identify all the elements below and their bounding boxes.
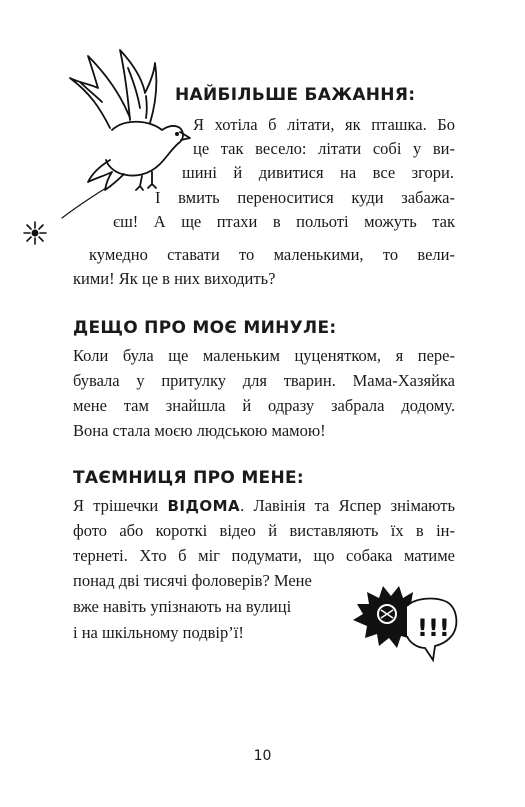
text-line: і на шкільному подвір’ї! [73, 623, 244, 642]
text-line: кумедно ставати то маленькими, то вели- [89, 245, 455, 264]
sparkle-icon [20, 218, 50, 248]
text-line: І вмить переноситися куди забажа- [155, 188, 455, 207]
text-line: тернеті. Хто б міг подумати, що собака матиме [73, 546, 455, 565]
text-line: єш! А ще птахи в польоті можуть так [113, 212, 455, 231]
text-line [73, 496, 455, 516]
page-number: 10 [253, 748, 272, 764]
text-line: це так весело: літати собі у ви- [193, 139, 455, 158]
text-line: мене там знайшла й одразу забрала додому. [73, 396, 455, 415]
text-line: Я хотіла б літати, як пташка. Бо [193, 115, 455, 134]
famous-emphasis: ВІДОМА [167, 497, 241, 515]
section-heading-past: ДЕЩО ПРО МОЄ МИНУЛЕ: [73, 318, 337, 338]
text-fragment: . Лавінія та Яспер знімають [240, 496, 455, 515]
section-heading-wish: НАЙБІЛЬШЕ БАЖАННЯ: [175, 85, 416, 105]
exclamation-text: !!! [417, 614, 450, 642]
text-line: шині й дивитися на все згори. [182, 163, 454, 182]
text-line: вже навіть упізнають на вулиці [73, 597, 292, 616]
text-line: бувала у притулку для тварин. Мама-Хазяйка [73, 371, 455, 390]
text-line: Вона стала моєю людською мамою! [73, 421, 326, 440]
speech-bubble-icon [345, 578, 465, 668]
text-line: Коли була ще маленьким цуценятком, я пере- [73, 346, 455, 365]
text-line: кими! Як це в них виходить? [73, 269, 276, 288]
text-line: фото або короткі відео й виставляють їх в ін- [73, 521, 455, 540]
text-fragment: Я трішечки [73, 496, 159, 515]
text-line: понад дві тисячі фоловерів? Мене [73, 571, 312, 590]
section-heading-secret: ТАЄМНИЦЯ ПРО МЕНЕ: [73, 468, 305, 488]
